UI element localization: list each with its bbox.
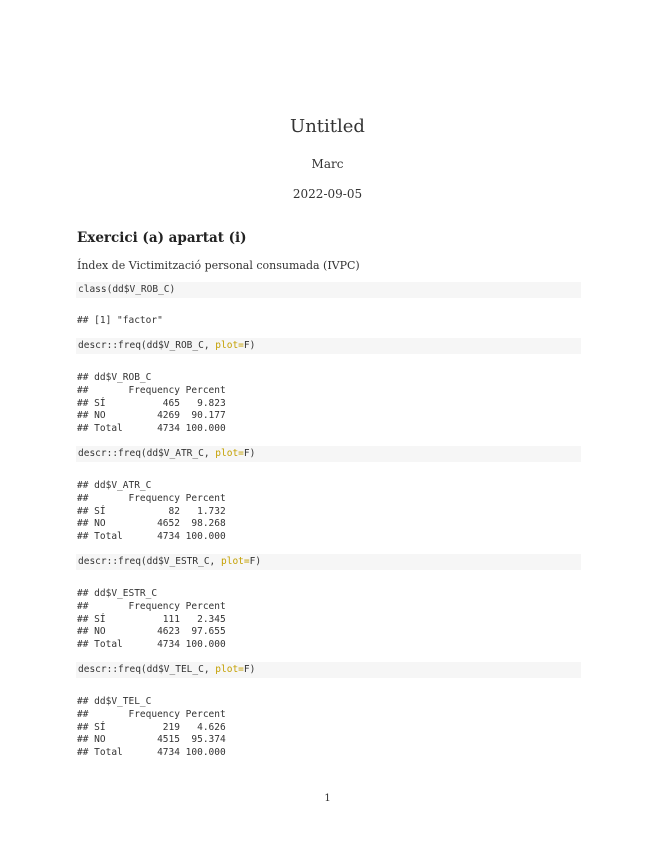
code-text: descr::freq(dd$V_ESTR_C, (78, 556, 221, 567)
code-text: class(dd$V_ROB_C) (78, 284, 176, 295)
code-block-freq-atr (76, 446, 581, 462)
section-heading: Exercici (a) apartat (i) (77, 230, 247, 246)
output-block-freq-atr: ## dd$V_ATR_C ## Frequency Percent ## SÍ 82 1.732 ## NO 4652 98.268 ## Total 4734 100.000 (77, 480, 226, 543)
code-text: descr::freq(dd$V_ROB_C, (78, 340, 216, 351)
output-block-freq-estr: ## dd$V_ESTR_C ## Frequency Percent ## SÍ 111 2.345 ## NO 4623 97.655 ## Total 4734 100.000 (77, 588, 226, 651)
code-arg: plot= (215, 664, 244, 675)
code-arg: plot= (215, 340, 244, 351)
code-arg: plot= (215, 448, 244, 459)
code-text: F) (249, 556, 262, 567)
page-number: 1 (324, 793, 331, 804)
output-block-freq-tel: ## dd$V_TEL_C ## Frequency Percent ## SÍ 219 4.626 ## NO 4515 95.374 ## Total 4734 100.000 (77, 696, 226, 759)
document-date: 2022-09-05 (292, 187, 363, 201)
code-arg: plot= (221, 556, 250, 567)
document-title: Untitled (290, 116, 365, 137)
document-author: Marc (311, 157, 344, 171)
code-text: descr::freq(dd$V_TEL_C, (78, 664, 216, 675)
code-block-freq-tel (76, 662, 581, 678)
code-block-freq-estr (76, 554, 581, 570)
code-block-class (76, 282, 581, 298)
output-block-freq-rob: ## dd$V_ROB_C ## Frequency Percent ## SÍ 465 9.823 ## NO 4269 90.177 ## Total 4734 100.000 (77, 372, 226, 435)
code-text: F) (243, 340, 256, 351)
code-text: F) (243, 664, 256, 675)
code-text: descr::freq(dd$V_ATR_C, (78, 448, 216, 459)
code-block-freq-rob (76, 338, 581, 354)
intro-paragraph: Índex de Victimització personal consumada (IVPC) (77, 259, 360, 272)
output-block-class: ## [1] "factor" (77, 315, 163, 326)
code-text: F) (243, 448, 256, 459)
